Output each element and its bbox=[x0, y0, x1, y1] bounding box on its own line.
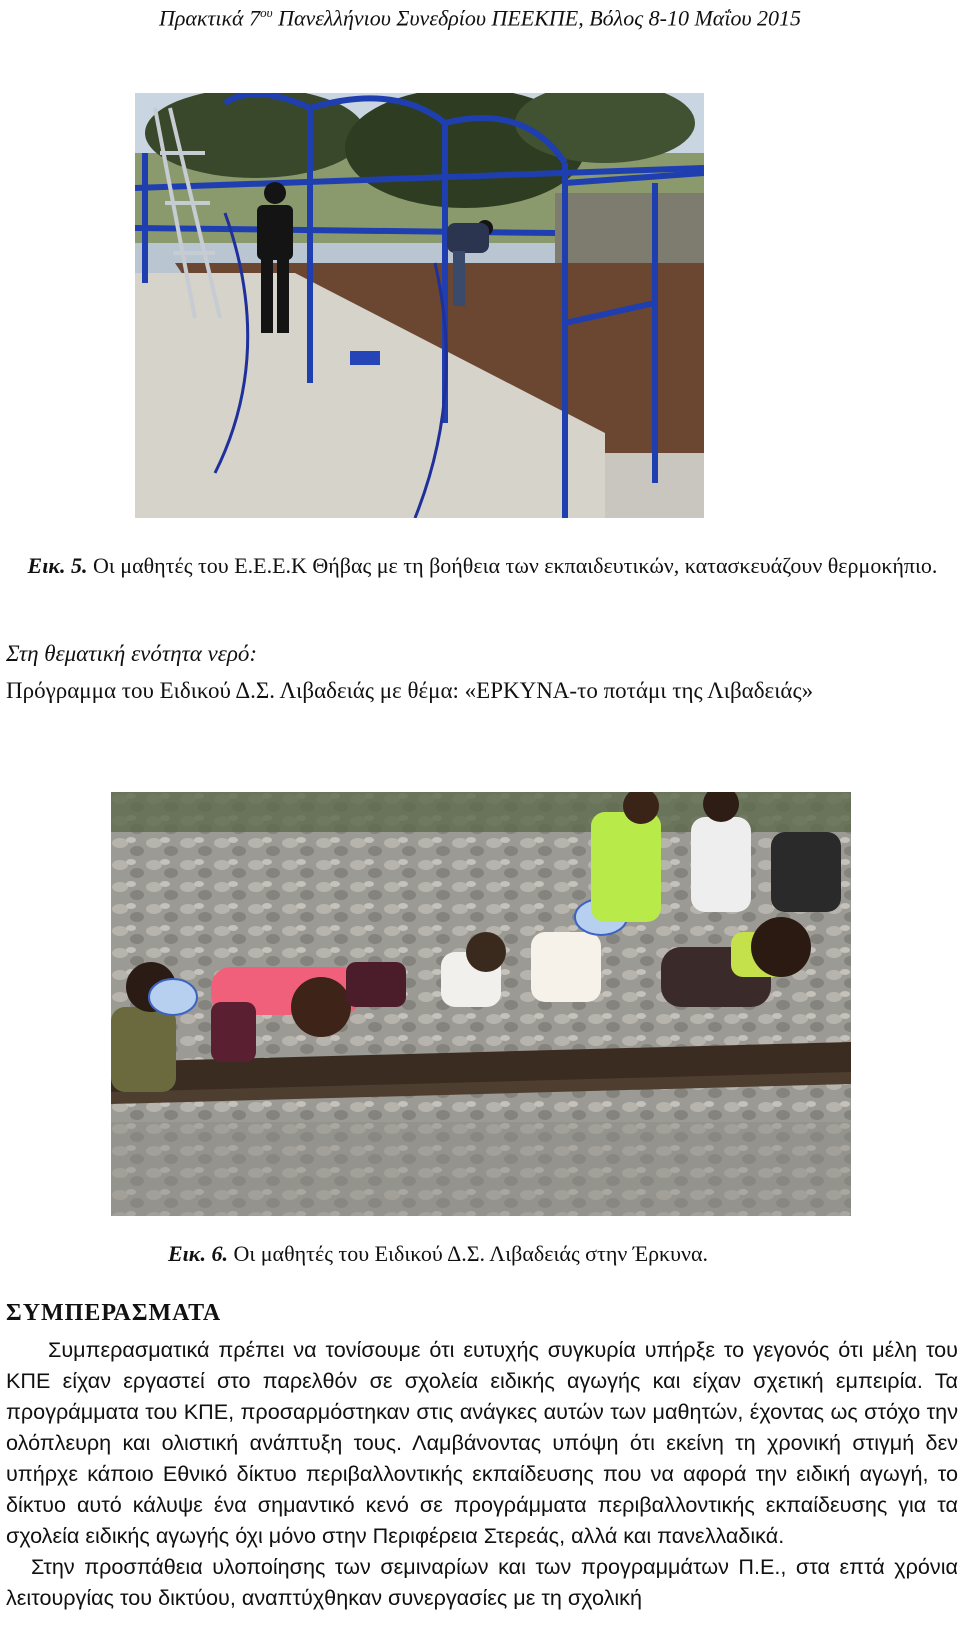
header-superscript: ου bbox=[260, 5, 273, 20]
greenhouse-photo bbox=[135, 93, 704, 518]
figure-6-caption bbox=[168, 1238, 708, 1270]
conclusions-body bbox=[6, 1334, 958, 1613]
conclusions-heading: ΣΥΜΠΕΡΑΣΜΑΤΑ bbox=[6, 1300, 222, 1326]
running-header bbox=[0, 0, 960, 31]
figure-6-label: Εικ. 6. bbox=[168, 1241, 228, 1266]
header-text-start: Πρακτικά 7 bbox=[158, 5, 261, 31]
section-subtitle: Στη θεματική ενότητα νερό: bbox=[6, 641, 258, 666]
figure-5-caption-text: Οι μαθητές του Ε.Ε.Ε.Κ Θήβας με τη βοήθεια των εκπαιδευτικών, κατασκευάζουν θερμοκήπιο. bbox=[87, 553, 938, 578]
erkyna-river-photo bbox=[111, 792, 851, 1216]
header-text-end: Πανελλήνιου Συνεδρίου ΠΕΕΚΠΕ, Βόλος 8-10 Μαΐου 2015 bbox=[272, 5, 802, 31]
figure-5-label: Εικ. 5. bbox=[27, 553, 88, 578]
figure-6-caption-text: Οι μαθητές του Ειδικού Δ.Σ. Λιβαδειάς στην Έρκυνα. bbox=[227, 1241, 709, 1266]
conclusions-paragraph-1: Συμπερασματικά πρέπει να τονίσουμε ότι ευτυχής συγκυρία υπήρξε το γεγονός ότι μέλη του ΚΠΕ είχαν εργαστεί στο παρελθόν σε σχολεία ειδικής αγωγής και είχαν σχετική εμπειρία. Τα προγράμματα του ΚΠΕ, προσαρμόστηκαν στις ανάγκες αυτών των μαθητών, έχοντας ως στόχο την ολόπλευρη και ολιστική ανάπτυξη τους. Λαμβάνοντας υπόψη ότι εκείνη τη χρονική στιγμή δεν υπήρχε κάποιο Εθνικό δίκτυο περιβαλλοντικής εκπαίδευσης που να αφορά την ειδική αγωγή, το δίκτυο αυτό κάλυψε ένα σημαντικό κενό σε προγράμματα περιβαλλοντικής εκπαίδευσης για τα σχολεία ειδικής αγωγής όχι μόνο στην Περιφέρεια Στερεάς, αλλά και πανελλαδικά. bbox=[6, 1337, 958, 1548]
figure-5-caption bbox=[10, 550, 955, 582]
conclusions-paragraph-2: Στην προσπάθεια υλοποίησης των σεμιναρίων και των προγραμμάτων Π.Ε., στα επτά χρόνια λειτουργίας του δικτύου, αναπτύχθηκαν συνεργασίες με τη σχολική bbox=[6, 1554, 958, 1610]
program-title: Πρόγραμμα του Ειδικού Δ.Σ. Λιβαδειάς με θέμα: «ΕΡΚΥΝΑ-το ποτάμι της Λιβαδειάς» bbox=[6, 678, 814, 703]
